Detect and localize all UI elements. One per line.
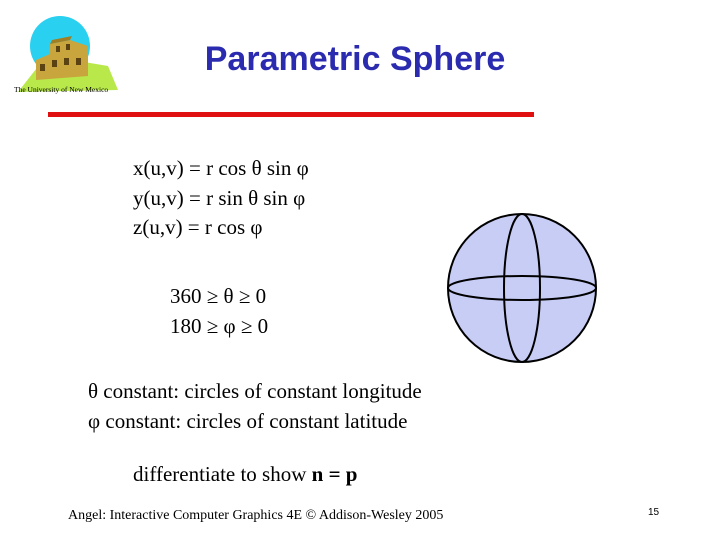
equation-x: x(u,v) = r cos θ sin φ <box>133 156 309 180</box>
title-divider <box>48 112 534 117</box>
equation-y: y(u,v) = r sin θ sin φ <box>133 186 306 210</box>
logo-caption: The University of New Mexico <box>14 85 109 94</box>
range-theta: 360 ≥ θ ≥ 0 <box>170 284 267 308</box>
note-phi: φ constant: circles of constant latitude <box>88 409 408 433</box>
differentiate-text: differentiate to show <box>133 462 312 486</box>
range-phi: 180 ≥ φ ≥ 0 <box>170 314 269 338</box>
differentiate-formula: n = p <box>311 462 358 486</box>
equation-z: z(u,v) = r cos φ <box>133 215 263 239</box>
page-title: Parametric Sphere <box>204 40 506 78</box>
page-number: 15 <box>648 507 660 518</box>
sphere-diagram <box>446 212 598 364</box>
note-theta: θ constant: circles of constant longitude <box>88 379 422 403</box>
sphere-outline <box>448 214 596 362</box>
footer-citation: Angel: Interactive Computer Graphics 4E © Addison-Wesley 2005 <box>68 508 444 523</box>
differentiate-line <box>133 462 357 487</box>
